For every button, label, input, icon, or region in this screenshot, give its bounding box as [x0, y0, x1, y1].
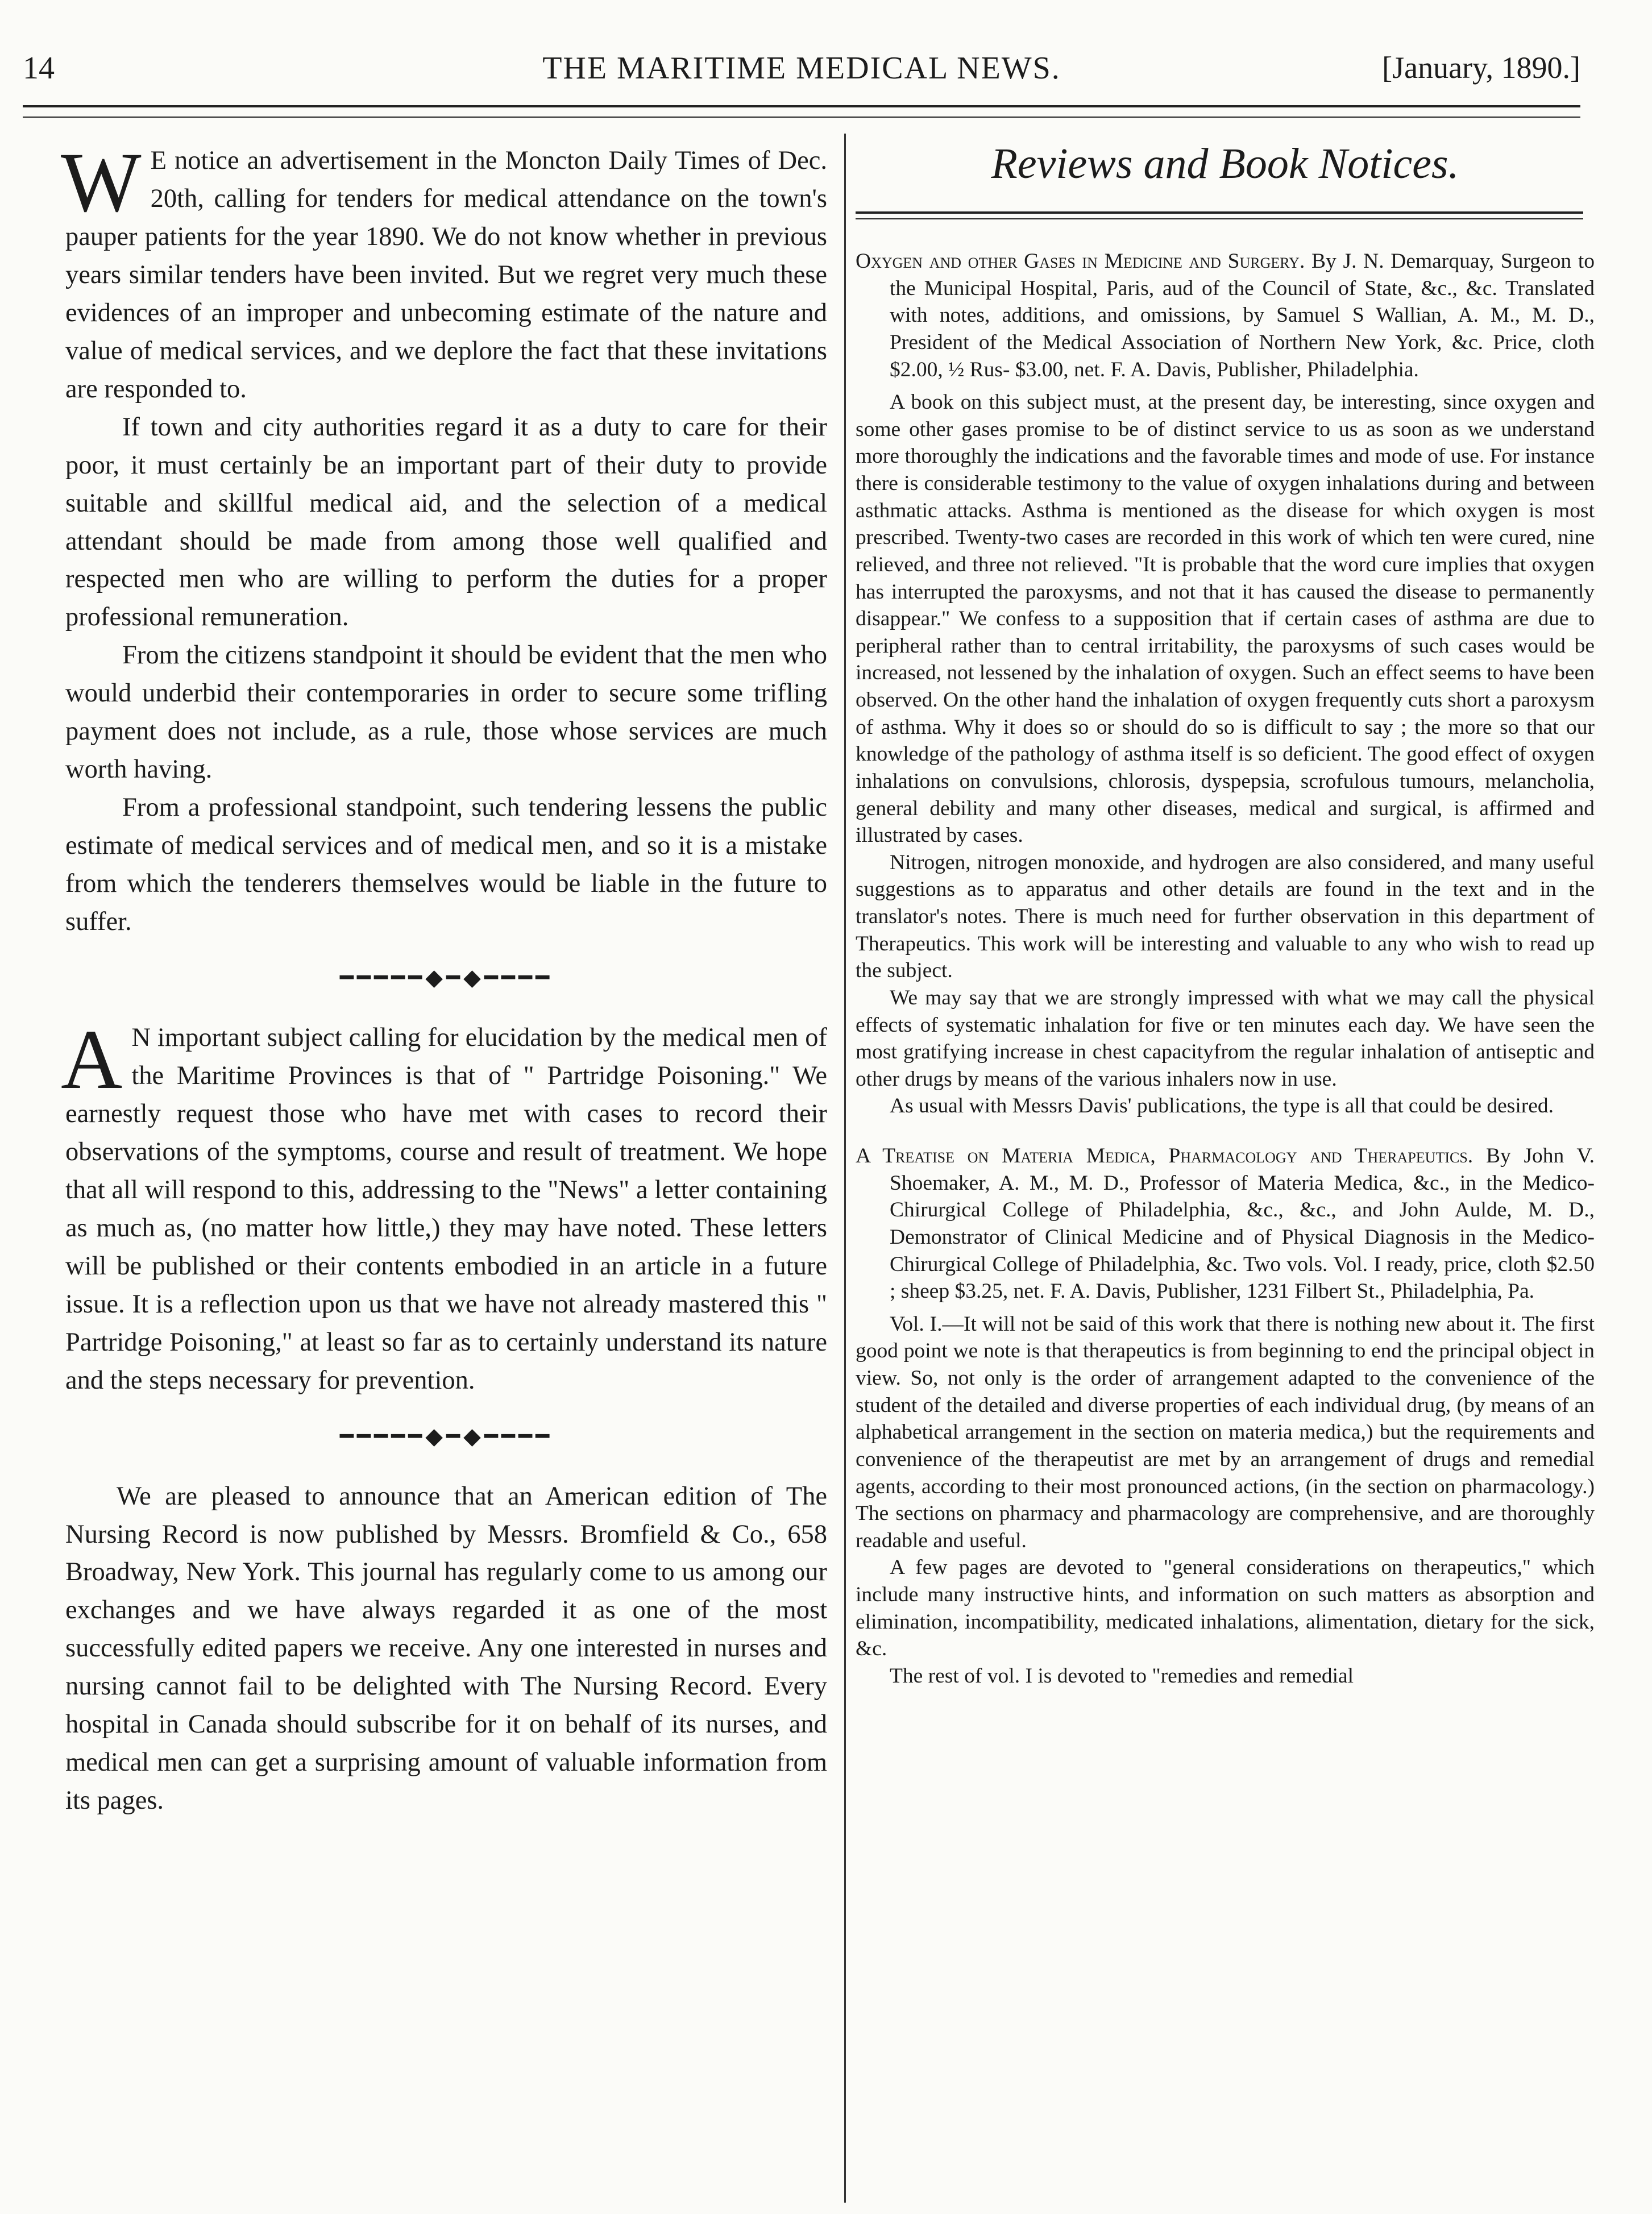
- review1-p2: Nitrogen, nitrogen monoxide, and hydrogen are also considered, and many useful suggestions as to apparatus and other details are found in the text and in the translator's notes. There is much need for further observation in this department of Therapeutics. This work will be interesting and valuable to any who wish to read up the subject.: [856, 850, 1595, 983]
- review2-reference: [856, 1143, 1595, 1305]
- ornament-divider: ━━━━━◆━◆━━━━: [339, 1423, 553, 1449]
- column-divider: [844, 134, 846, 2203]
- editorial-tenders-p2: If town and city authorities regard it as a duty to care for their poor, it must certainly be an important part of their duty to provide suitable and skillful medical aid, and the selection of a medical attendant should be made from among those well qualified and respected men who are willing to perform the duties for a proper professional remuneration.: [65, 412, 827, 632]
- issue-date: [January, 1890.]: [1382, 51, 1580, 85]
- review2-p2: A few pages are devoted to "general considerations on therapeutics," which include many instructive hints, and information on such matters as absorption and elimination, incompatibility, medicated inhalations, alimentation, dietary for the sick, &c.: [856, 1556, 1595, 1661]
- right-column: [856, 139, 1595, 1690]
- journal-title: THE MARITIME MEDICAL NEWS.: [542, 51, 1061, 86]
- ornament-divider: ━━━━━◆━◆━━━━: [339, 965, 553, 991]
- review2-title: A Treatise on Materia Medica, Pharmacology and Therapeutics.: [856, 1144, 1473, 1168]
- review1-title: Oxygen and other Gases in Medicine and Surgery.: [856, 250, 1305, 273]
- review2-p3: The rest of vol. I is devoted to "remedies and remedial: [890, 1664, 1354, 1688]
- nursing-record-notice: We are pleased to announce that an American edition of The Nursing Record is now published by Messrs. Bromfield & Co., 658 Broadway, New York. This journal has regularly come to us among our exchanges and we have always regarded it as one of the most successfully edited papers we receive. Any one interested in nurses and nursing cannot fail to be delighted with The Nursing Record. Every hospital in Canada should subscribe for it on behalf of its nurses, and medical men can get a surprising amount of valuable information from its pages.: [65, 1481, 827, 1816]
- dropcap-a: A: [61, 1012, 123, 1107]
- review2-details: By John V. Shoemaker, A. M., M. D., Professor of Materia Medica, &c., in the Medico-Chirurgical College of Philadelphia, &c., &c., and John Aulde, M. D., Demonstrator of Clinical Medicine and of Physical Diagnosis in the Medico-Chirurgical College of Philadelphia, &c. Two vols. Vol. I ready, price, cloth $2.50 ; sheep $3.25, net. F. A. Davis, Publisher, 1231 Filbert St., Philadelphia, Pa.: [890, 1144, 1595, 1303]
- dropcap-w: W: [61, 135, 142, 230]
- left-column: [61, 135, 827, 1820]
- review1-p4: As usual with Messrs Davis' publications, the type is all that could be desired.: [890, 1094, 1554, 1118]
- header-rule: [23, 105, 1580, 107]
- running-header: [23, 50, 1580, 95]
- section-title: Reviews and Book Notices.: [991, 140, 1459, 188]
- editorial-tenders-p1: E notice an advertisement in the Moncton Daily Times of Dec. 20th, calling for tenders for medical attendance on the town's pauper patients for the year 1890. We do not know whether in previous years similar tenders have been invited. But we regret very much these evidences of an improper and unbecoming estimate of the nature and value of medical services, and we deplore the fact that these invitations are responded to.: [65, 146, 827, 404]
- section-rule: [856, 211, 1583, 219]
- page-number: 14: [23, 51, 55, 86]
- editorial-tenders-p4: From a professional standpoint, such tendering lessens the public estimate of medical services and of medical men, and so it is a mistake from which the tenderers themselves would be liable in the future to suffer.: [65, 793, 827, 937]
- header-rule-secondary: [23, 117, 1580, 118]
- review-gap: [856, 1120, 1595, 1143]
- review1-details: By J. N. Demarquay, Surgeon to the Municipal Hospital, Paris, aud of the Council of State, &c., &c. Translated with notes, additions, and omissions, by Samuel S Wallian, A. M., M. D., President of the Medical Association of Northern New York, &c. Price, cloth $2.00, ½ Rus- $3.00, net. F. A. Davis, Publisher, Philadelphia.: [890, 250, 1595, 381]
- editorial-partridge-p1: N important subject calling for elucidation by the medical men of the Maritime Provinces is that of " Partridge Poisoning." We earnestly request those who have met with cases to record their observations of the symptoms, course and result of treatment. We hope that all will respond to this, addressing to the "News" a letter containing as much as, (no matter how little,) they may have noted. These letters will be published or their contents embodied in an article in a future issue. It is a reflection upon us that we have not already mastered this " Partridge Poisoning," at least so far as to certainly understand its nature and the steps necessary for prevention.: [65, 1023, 827, 1395]
- review2-p1: Vol. I.—It will not be said of this work that there is nothing new about it. The first good point we note is that therapeutics is from beginning to end the principal object in view. So, not only is the order of arrangement adapted to the convenience of the student of the detailed and diverse properties of each individual drug, (by means of an alphabetical arrangement in the section on materia medica,) but the requirements and convenience of the therapeutist are met by an arrangement of drugs and remedial agents, according to their most pronounced actions, (in the section on pharmacology.) The sections on pharmacy and pharmacology are comprehensive, and are thoroughly readable and useful.: [856, 1312, 1595, 1552]
- editorial-tenders-p3: From the citizens standpoint it should be evident that the men who would underbid their contemporaries in order to secure some trifling payment does not include, as a rule, those whose services are much worth having.: [65, 641, 827, 784]
- review1-p1: A book on this subject must, at the present day, be interesting, since oxygen and some other gases promise to be of distinct service to us as soon as we understand more thoroughly the indications and the favorable times and mode of use. For instance there is considerable testimony to the value of oxygen inhalations during and between asthmatic attacks. Asthma is mentioned as the disease for which oxygen is most prescribed. Twenty-two cases are recorded in this work of which ten were cured, nine relieved, and three not relieved. "It is probable that the word cure implies that oxygen has interrupted the paroxysms, and not that it has caused the disease to permanently disappear." We confess to a supposition that if certain cases of asthma are due to peripheral rather than to central irritability, the paroxysms of such cases would be increased, not lessened by the inhalation of oxygen. Such an effect seems to have been observed. On the other hand the inhalation of oxygen frequently cuts short a paroxysm of asthma. Why it does so or should do so is difficult to say ; the more so that our knowledge of the pathology of asthma itself is so deficient. The good effect of oxygen inhalations on convulsions, chlorosis, dyspepsia, scrofulous tumours, melancholia, general debility and many other diseases, medical and surgical, is affirmed and illustrated by cases.: [856, 391, 1595, 848]
- review1-p3: We may say that we are strongly impressed with what we may call the physical effects of systematic inhalation for five or ten minutes each day. We have seen the most gratifying increase in chest capacityfrom the regular inhalation of antiseptic and other drugs by means of the various inhalers now in use.: [856, 986, 1595, 1091]
- review1-reference: [856, 248, 1595, 383]
